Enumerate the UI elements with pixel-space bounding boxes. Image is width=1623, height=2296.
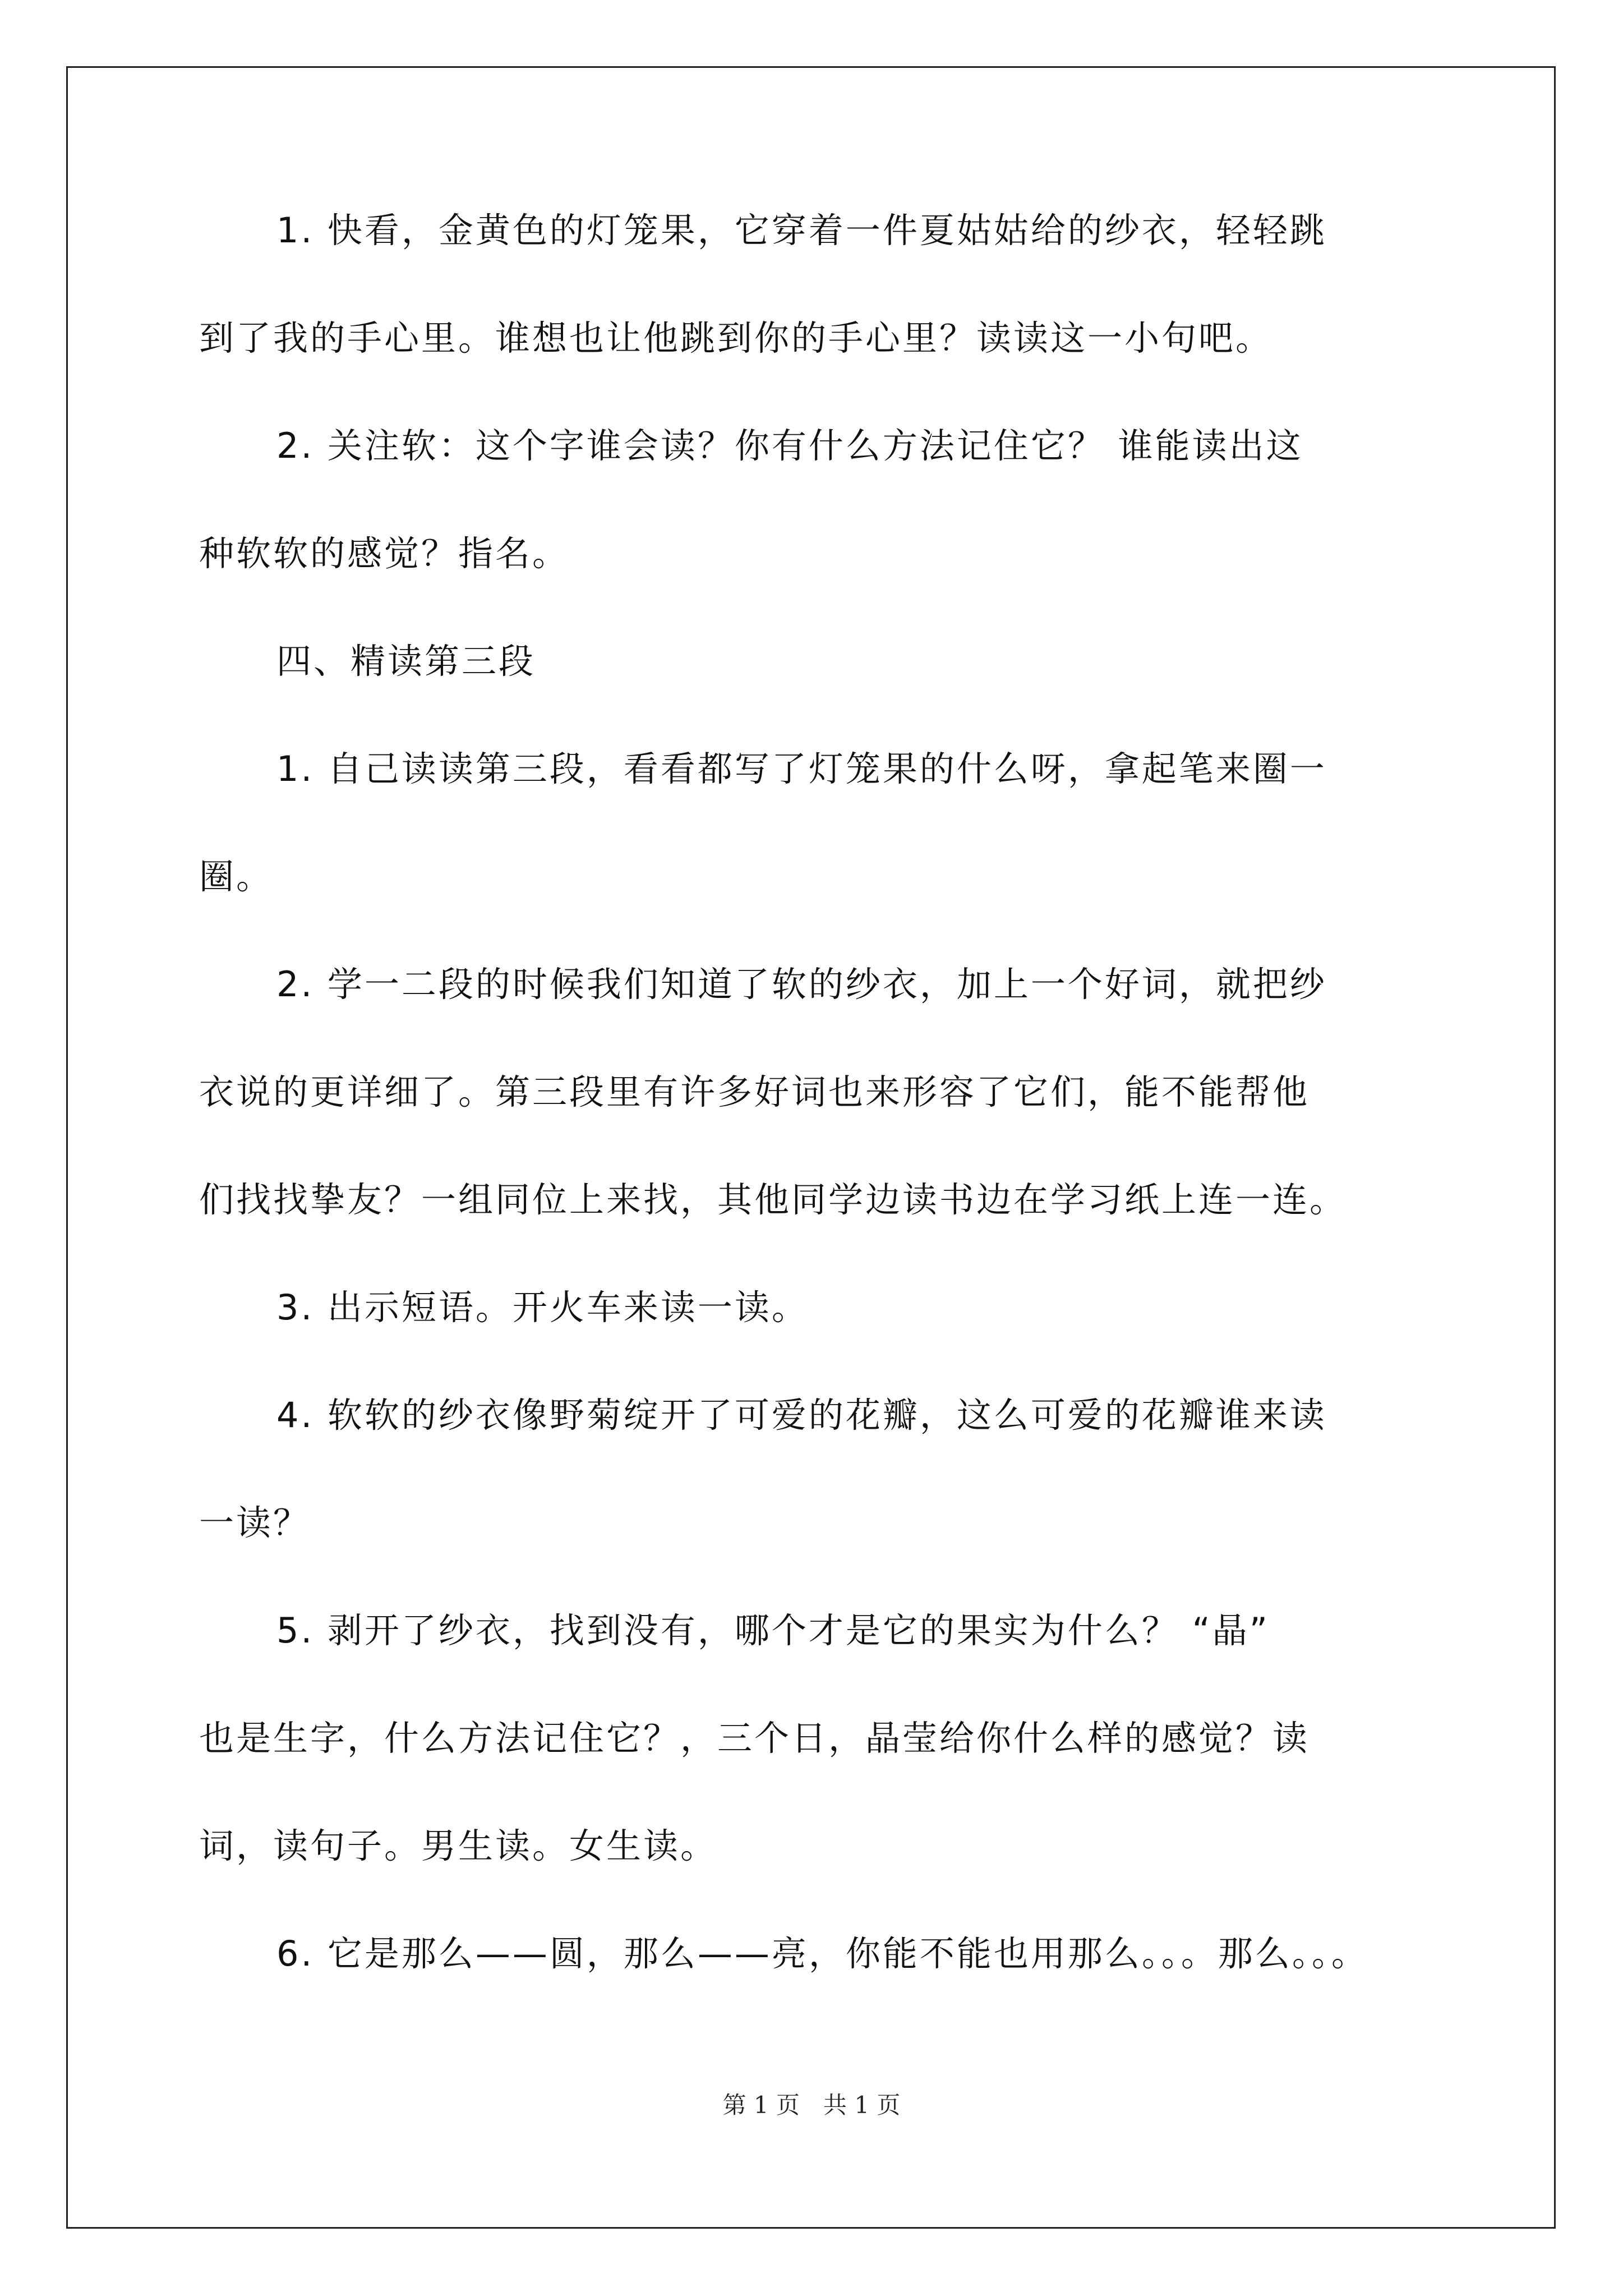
page-number: 第 1 页 共 1 页	[722, 2091, 901, 2119]
paragraph-line: 4. 软软的纱衣像野菊绽开了可爱的花瓣，这么可爱的花瓣谁来读	[276, 1395, 1327, 1435]
paragraph-line: 也是生字，什么方法记住它？，三个日，晶莹给你什么样的感觉？读	[199, 1718, 1310, 1759]
paragraph-line: 2. 关注软：这个字谁会读？你有什么方法记住它？ 谁能读出这	[276, 425, 1303, 466]
paragraph-line: 5. 剥开了纱衣，找到没有，哪个才是它的果实为什么？ “晶”	[276, 1610, 1270, 1651]
paragraph-line: 一读？	[199, 1502, 311, 1543]
paragraph-line: 词，读句子。男生读。女生读。	[199, 1825, 718, 1866]
paragraph-line: 衣说的更详细了。第三段里有许多好词也来形容了它们，能不能帮他	[199, 1071, 1310, 1112]
document-body	[199, 210, 1438, 2044]
paragraph-line: 2. 学一二段的时候我们知道了软的纱衣，加上一个好词，就把纱	[276, 964, 1327, 1005]
paragraph-line: 3. 出示短语。开火车来读一读。	[276, 1287, 809, 1328]
paragraph-line: 种软软的感觉？指名。	[199, 533, 570, 574]
paragraph-line: 到了我的手心里。谁想也让他跳到你的手心里？读读这一小句吧。	[199, 318, 1273, 358]
paragraph-line: 6. 它是那么——圆，那么——亮，你能不能也用那么。。。那么。。。	[276, 1933, 1368, 1974]
paragraph-line: 1. 快看，金黄色的灯笼果，它穿着一件夏姑姑给的纱衣，轻轻跳	[276, 210, 1327, 251]
section-heading: 四、精读第三段	[276, 641, 536, 682]
paragraph-line: 们找找挚友？一组同位上来找，其他同学边读书边在学习纸上连一连。	[199, 1179, 1347, 1220]
paragraph-line: 圈。	[199, 856, 274, 897]
paragraph-line: 1. 自己读读第三段，看看都写了灯笼果的什么呀，拿起笔来圈一	[276, 748, 1327, 789]
